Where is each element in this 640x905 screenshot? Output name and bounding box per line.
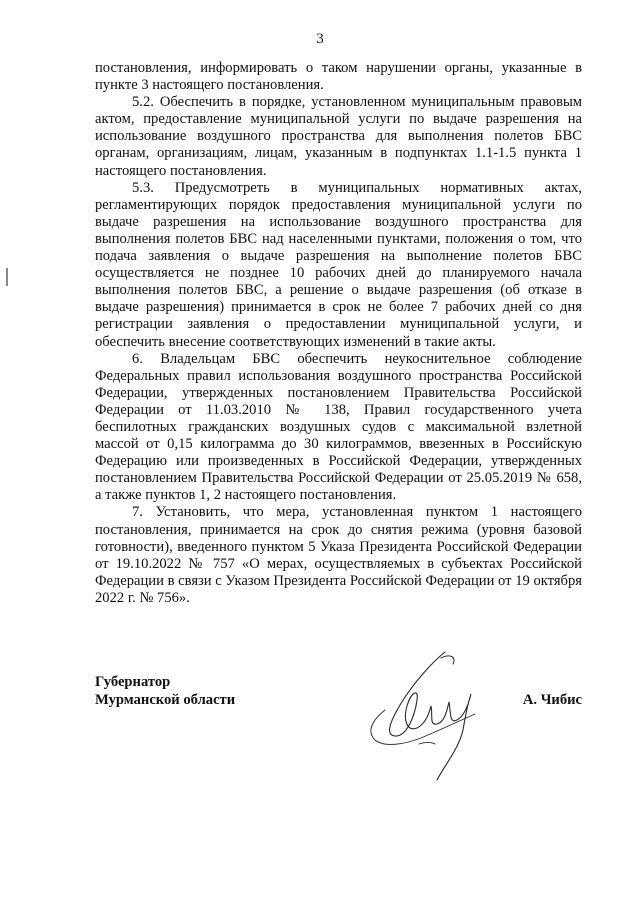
document-body xyxy=(95,60,582,607)
paragraph-7: 7. Установить, что мера, установленная пунктом 1 настоящего постановления, принимается на срок до снятия режима (уровня базовой готовности), введенного пунктом 5 Указа Президента Российской Федерации от 19.10.2022 № 757 «О мерах, осуществляемых в субъектах Российской Федерации в связи с Указом Президента Российской Федерации от 19 октября 2022 г. № 756». xyxy=(95,504,582,606)
paragraph-continuation: постановления, информировать о таком нарушении органы, указанные в пункте 3 настоящего постановления. xyxy=(95,60,582,94)
paragraph-6: 6. Владельцам БВС обеспечить неукоснительное соблюдение Федеральных правил использования воздушного пространства Российской Федерации, утвержденных постановлением Правительства Российской Федерации от 11.03.2010 № 138, Правил государственного учета беспилотных гражданских воздушных судов с максимальной взлетной массой от 0,15 килограмма до 30 килограммов, ввезенных в Российскую Федерацию или произведенных в Российской Федерации, утвержденных постановлением Правительства Российской Федерации от 25.05.2019 № 658, а также пунктов 1, 2 настоящего постановления. xyxy=(95,350,582,504)
page-number: 3 xyxy=(316,31,324,47)
paragraph-5-3: 5.3. Предусмотреть в муниципальных нормативных актах, регламентирующих порядок предоставления муниципальной услуги по выдаче разрешения на использование воздушного пространства для выполнения полетов БВС над населенными пунктами, положения о том, что подача заявления о выдаче разрешения на выполнение полетов БВС осуществляется не позднее 10 рабочих дней до планируемого начала выполнения полетов БВС, а решение о выдаче разрешения (об отказе в выдаче разрешения) принимается в срок не более 7 рабочих дней со дня регистрации заявления о предоставлении муниципальной услуги, и обеспечить внесение соответствующих изменений в такие акты. xyxy=(95,179,582,350)
signatory-title-line-1: Губернатор xyxy=(95,674,171,690)
signatory-name: А. Чибис xyxy=(522,692,582,708)
signature-block xyxy=(95,674,582,714)
signatory-title-line-2: Мурманской области xyxy=(95,691,236,708)
paragraph-5-2: 5.2. Обеспечить в порядке, установленном муниципальным правовым актом, предоставление муниципальной услуги по выдаче разрешения на использование воздушного пространства для выполнения полетов БВС органам, организациям, лицам, указанным в подпунктах 1.1-1.5 пункта 1 настоящего постановления. xyxy=(95,94,582,179)
signatory-title xyxy=(95,674,235,709)
handwritten-signature xyxy=(345,640,495,790)
margin-mark xyxy=(6,268,8,286)
